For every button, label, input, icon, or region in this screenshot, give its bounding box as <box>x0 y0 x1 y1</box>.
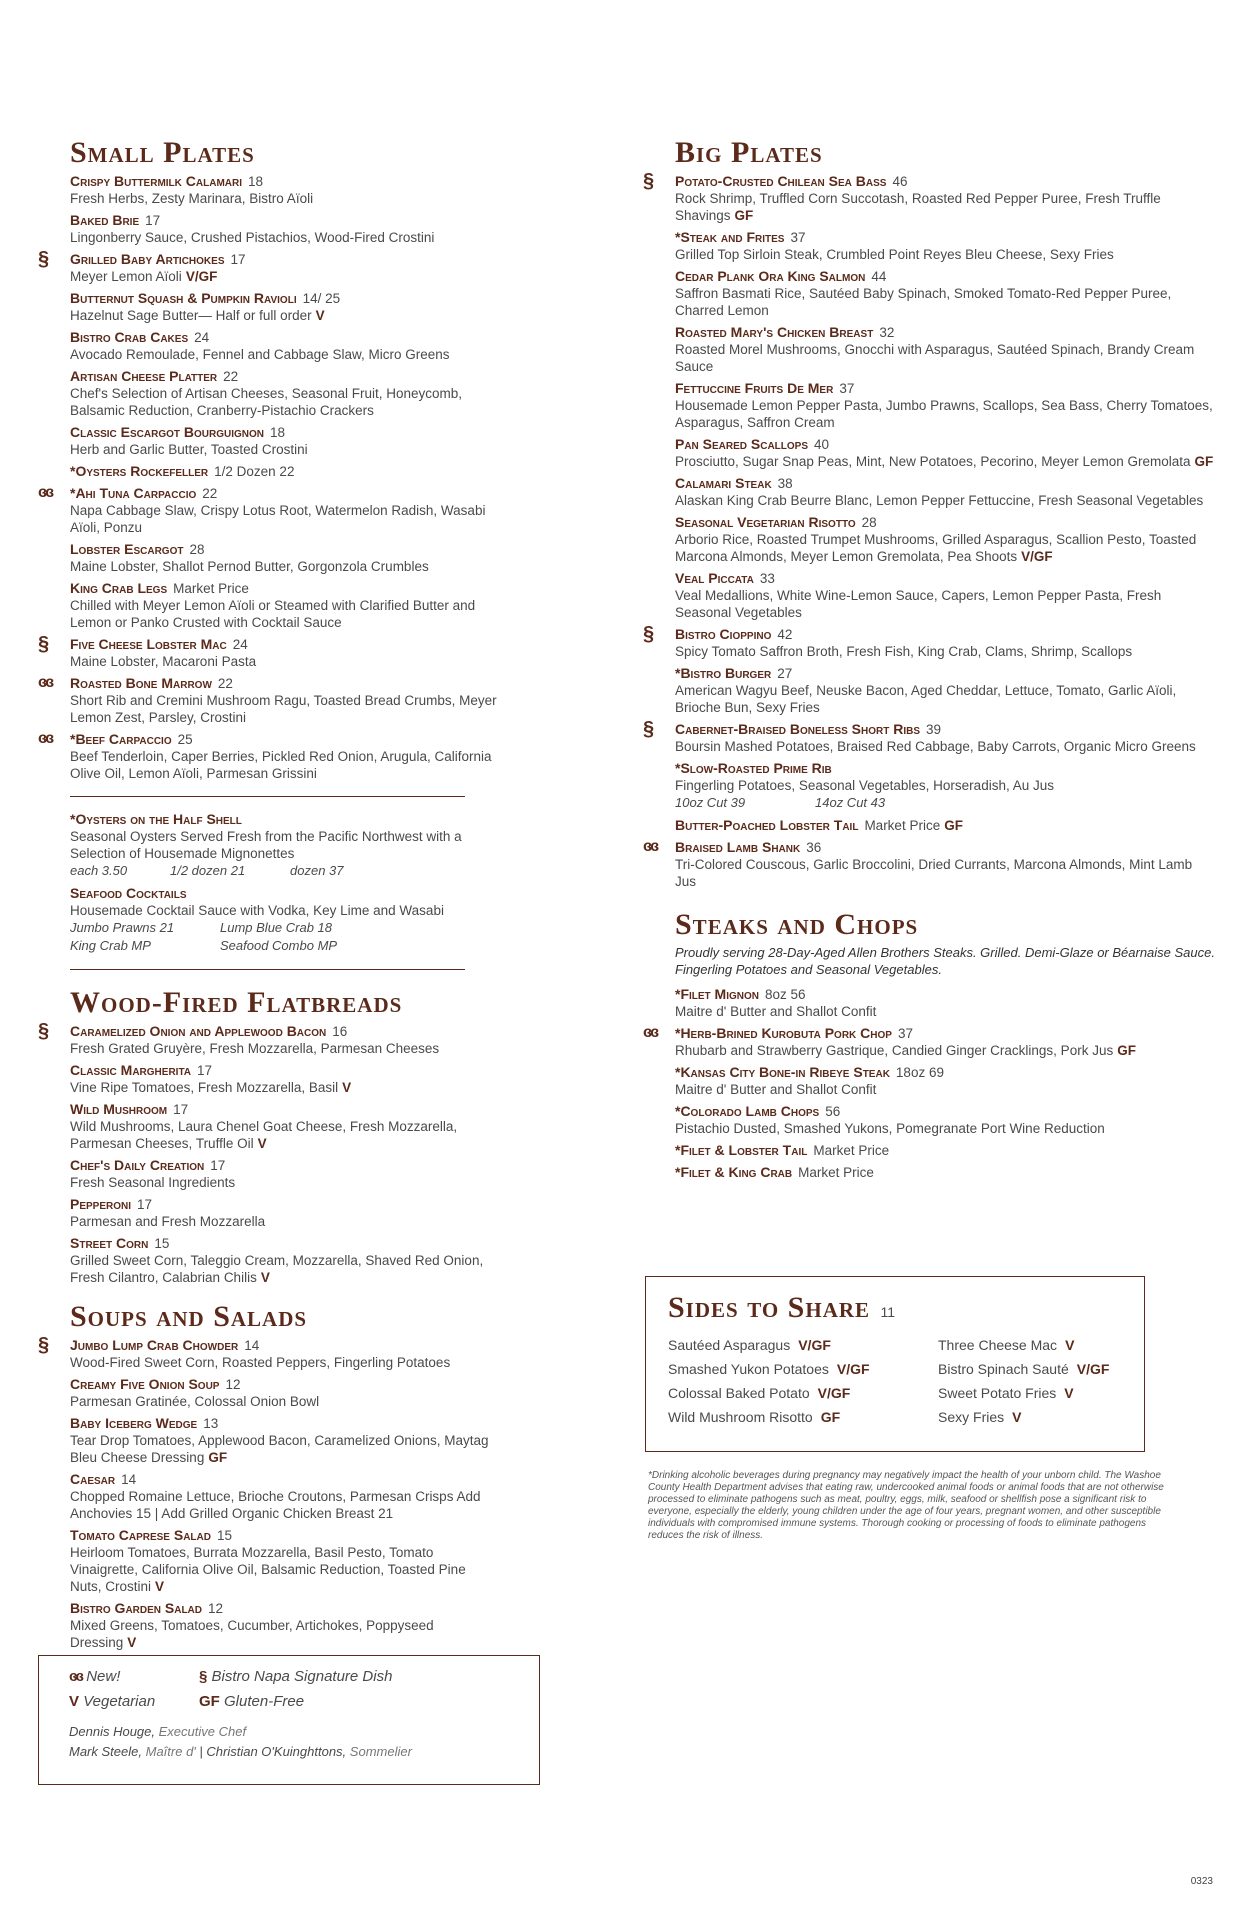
menu-item <box>675 380 1215 431</box>
item-desc: Chopped Romaine Lettuce, Brioche Croutons, Parmesan Crisps Add Anchovies 15 | Add Grilled Organic Chicken Breast 21 <box>70 1489 481 1521</box>
item-name: Wild Mushroom <box>70 1101 168 1117</box>
item-name: *Slow-Roasted Prime Rib <box>675 760 832 776</box>
diet-tag: V/GF <box>1021 549 1053 564</box>
item-name: Cedar Plank Ora King Salmon <box>675 268 866 284</box>
item-desc: Parmesan Gratinée, Colossal Onion Bowl <box>70 1394 320 1409</box>
menu-item <box>675 760 1215 812</box>
menu-item <box>675 570 1215 621</box>
big-plates-title: Big Plates <box>675 136 823 169</box>
diet-tag: GF <box>944 818 963 833</box>
item-desc: Napa Cabbage Slaw, Crispy Lotus Root, Watermelon Radish, Wasabi Aïoli, Ponzu <box>70 503 486 535</box>
item-price: 17 <box>230 252 246 267</box>
oysters-dozen: dozen 37 <box>290 863 344 878</box>
item-name: Braised Lamb Shank <box>675 839 801 855</box>
menu-item <box>675 1103 1215 1137</box>
sides-box <box>645 1276 1145 1452</box>
menu-item <box>675 817 1215 834</box>
menu-item <box>70 1376 500 1410</box>
item-price: 13 <box>203 1416 219 1431</box>
signature-icon: § <box>38 633 50 655</box>
item-price: 17 <box>197 1063 213 1078</box>
item-price: 22 <box>217 676 233 691</box>
menu-item <box>675 268 1215 319</box>
item-name: *Bistro Burger <box>675 665 772 681</box>
item-price: 14 <box>244 1338 260 1353</box>
item-desc: Parmesan and Fresh Mozzarella <box>70 1214 266 1229</box>
item-desc: Tri-Colored Couscous, Garlic Broccolini, Dried Currants, Marcona Almonds, Mint Lamb Jus <box>675 857 1193 889</box>
item-desc: Herb and Garlic Butter, Toasted Crostini <box>70 442 308 457</box>
item-name: Baby Iceberg Wedge <box>70 1415 198 1431</box>
flatbreads-list <box>38 1020 500 1286</box>
diet-tag: GF <box>734 208 754 223</box>
item-desc: Housemade Lemon Pepper Pasta, Jumbo Prawns, Scallops, Sea Bass, Cherry Tomatoes, Asparagus, Saffron Cream <box>675 398 1213 430</box>
item-desc: Fresh Grated Gruyère, Fresh Mozzarella, Parmesan Cheeses <box>70 1041 440 1056</box>
diet-tag: V <box>260 1270 270 1285</box>
menu-item <box>643 1024 1215 1059</box>
signature-icon: § <box>199 1668 208 1685</box>
item-name: *Filet Mignon <box>675 986 759 1002</box>
oysters-half-shell <box>70 811 500 880</box>
item-name: *Oysters on the Half Shell <box>70 811 242 827</box>
side-name: Sautéed Asparagus <box>668 1337 791 1353</box>
legend-new: New! <box>86 1668 121 1685</box>
item-desc: Rock Shrimp, Truffled Corn Succotash, Roasted Red Pepper Puree, Fresh Truffle Shavings <box>675 191 1161 223</box>
menu-item <box>38 633 500 670</box>
item-price: 12 <box>225 1377 241 1392</box>
menu-item <box>675 475 1215 509</box>
prime-10oz: 10oz Cut 39 <box>675 795 746 810</box>
lump-blue-crab: Lump Blue Crab 18 <box>220 920 333 935</box>
item-price: 1/2 Dozen 22 <box>214 464 295 479</box>
item-price: 39 <box>926 722 942 737</box>
diet-tag: GF <box>208 1450 228 1465</box>
item-price: Market Price <box>864 818 941 833</box>
menu-item <box>675 436 1215 470</box>
item-price: 12 <box>208 1601 224 1616</box>
menu-item <box>70 173 500 207</box>
menu-item <box>675 229 1215 263</box>
diet-tag: V <box>1064 1385 1074 1401</box>
item-desc: Prosciutto, Sugar Snap Peas, Mint, New Potatoes, Pecorino, Meyer Lemon Gremolata <box>675 454 1191 469</box>
item-price: 17 <box>173 1102 189 1117</box>
item-price: 24 <box>194 330 210 345</box>
menu-item <box>70 1600 500 1651</box>
item-name: Butternut Squash & Pumpkin Ravioli <box>70 290 297 306</box>
oysters-each: each 3.50 <box>70 863 128 878</box>
prime-14oz: 14oz Cut 43 <box>815 795 886 810</box>
item-name: Calamari Steak <box>675 475 772 491</box>
item-desc: Wood-Fired Sweet Corn, Roasted Peppers, Fingerling Potatoes <box>70 1355 451 1370</box>
menu-item <box>675 986 1215 1020</box>
diet-tag: GF <box>820 1409 841 1425</box>
right-column <box>643 136 1215 1181</box>
item-name: Five Cheese Lobster Mac <box>70 636 227 652</box>
item-desc: Chef's Selection of Artisan Cheeses, Seasonal Fruit, Honeycomb, Balsamic Reduction, Cranberry-Pistachio Crackers <box>70 386 463 418</box>
item-desc: Fingerling Potatoes, Seasonal Vegetables, Horseradish, Au Jus <box>675 778 1054 793</box>
item-name: Seasonal Vegetarian Risotto <box>675 514 856 530</box>
menu-item <box>38 1334 500 1371</box>
legend-signature: Bistro Napa Signature Dish <box>211 1668 393 1685</box>
menu-item <box>38 674 500 726</box>
item-price: 28 <box>861 515 877 530</box>
item-price: 22 <box>202 486 218 501</box>
item-name: Veal Piccata <box>675 570 754 586</box>
seafood-combo: Seafood Combo MP <box>220 938 338 953</box>
diet-tag: V <box>127 1635 137 1650</box>
king-crab: King Crab MP <box>70 938 151 953</box>
menu-item <box>70 1471 500 1522</box>
diet-tag: V/GF <box>836 1361 870 1377</box>
footer-code: 0323 <box>1190 1876 1213 1887</box>
menu-item <box>675 324 1215 375</box>
item-price: 18 <box>270 425 286 440</box>
menu-item <box>70 541 500 575</box>
side-item <box>668 1361 938 1377</box>
side-item <box>938 1361 1138 1377</box>
item-name: *Ahi Tuna Carpaccio <box>70 485 197 501</box>
menu-item <box>643 170 1215 224</box>
oysters-half-dozen: 1/2 dozen 21 <box>170 863 246 878</box>
steaks-title: Steaks and Chops <box>675 908 919 941</box>
soups-list <box>38 1334 500 1651</box>
item-name: Creamy Five Onion Soup <box>70 1376 220 1392</box>
item-price: 17 <box>210 1158 226 1173</box>
item-desc: Maitre d' Butter and Shallot Confit <box>675 1004 877 1019</box>
item-desc: Boursin Mashed Potatoes, Braised Red Cabbage, Baby Carrots, Organic Micro Greens <box>675 739 1196 754</box>
item-price: 8oz 56 <box>765 987 806 1002</box>
item-price: 37 <box>790 230 806 245</box>
item-desc: Tear Drop Tomatoes, Applewood Bacon, Caramelized Onions, Maytag Bleu Cheese Dressing <box>70 1433 489 1465</box>
item-desc: Short Rib and Cremini Mushroom Ragu, Toasted Bread Crumbs, Meyer Lemon Zest, Parsley, Crostini <box>70 693 497 725</box>
menu-item <box>38 1020 500 1057</box>
item-desc: American Wagyu Beef, Neuske Bacon, Aged Cheddar, Lettuce, Tomato, Garlic Aïoli, Brioche Bun, Sexy Fries <box>675 683 1177 715</box>
side-item <box>938 1337 1138 1353</box>
menu-item <box>643 838 1215 890</box>
side-name: Sweet Potato Fries <box>938 1385 1057 1401</box>
diet-tag: V/GF <box>817 1385 851 1401</box>
item-name: Classic Margherita <box>70 1062 192 1078</box>
item-name: *Oysters Rockefeller <box>70 463 209 479</box>
signature-icon: § <box>643 170 655 192</box>
legend-v-label: V <box>69 1693 80 1710</box>
item-desc: Hazelnut Sage Butter— Half or full order <box>70 308 312 323</box>
item-name: Bistro Cioppino <box>675 626 772 642</box>
item-name: Lobster Escargot <box>70 541 184 557</box>
item-price: 24 <box>232 637 248 652</box>
item-price: 17 <box>145 213 161 228</box>
item-price: 28 <box>189 542 205 557</box>
flatbreads-title: Wood-Fired Flatbreads <box>70 986 403 1019</box>
menu-item <box>70 329 500 363</box>
diet-tag: V <box>342 1080 352 1095</box>
item-name: Caesar <box>70 1471 116 1487</box>
legend-gf-text: Gluten-Free <box>224 1693 305 1710</box>
side-item <box>938 1409 1138 1425</box>
item-price: 37 <box>897 1026 913 1041</box>
item-name: *Beef Carpaccio <box>70 731 172 747</box>
item-desc: Maine Lobster, Macaroni Pasta <box>70 654 257 669</box>
item-desc: Veal Medallions, White Wine-Lemon Sauce, Capers, Lemon Pepper Pasta, Fresh Seasonal Vegetables <box>675 588 1162 620</box>
maitre-title: Maître d' <box>145 1744 196 1759</box>
item-name: Seafood Cocktails <box>70 885 187 901</box>
menu-item <box>675 1164 1215 1181</box>
menu-item <box>70 1527 500 1595</box>
somm-title: Sommelier <box>349 1744 412 1759</box>
item-name: Pepperoni <box>70 1196 132 1212</box>
item-name: Baked Brie <box>70 212 140 228</box>
item-desc: Grilled Top Sirloin Steak, Crumbled Point Reyes Bleu Cheese, Sexy Fries <box>675 247 1114 262</box>
item-name: King Crab Legs <box>70 580 168 596</box>
menu-item <box>675 1064 1215 1098</box>
menu-item <box>70 1235 500 1286</box>
menu-item <box>70 1062 500 1096</box>
menu-item <box>675 1142 1215 1159</box>
item-name: *Filet & King Crab <box>675 1164 793 1180</box>
diet-tag: GF <box>1194 454 1214 469</box>
item-desc: Roasted Morel Mushrooms, Gnocchi with Asparagus, Sautéed Spinach, Brandy Cream Sauce <box>675 342 1195 374</box>
signature-icon: § <box>643 718 655 740</box>
side-name: Bistro Spinach Sauté <box>938 1361 1069 1377</box>
item-desc: Housemade Cocktail Sauce with Vodka, Key Lime and Wasabi <box>70 903 444 918</box>
item-name: Artisan Cheese Platter <box>70 368 218 384</box>
item-name: Classic Escargot Bourguignon <box>70 424 265 440</box>
signature-icon: § <box>38 248 50 270</box>
item-desc: Spicy Tomato Saffron Broth, Fresh Fish, King Crab, Clams, Shrimp, Scallops <box>675 644 1133 659</box>
disclaimer: *Drinking alcoholic beverages during pregnancy may negatively impact the health of your unborn child. The Washoe County Health Department advises that eating raw, undercooked animal foods or animal foods that are not otherwise processed to eliminate pathogens such as meat, poultry, eggs, milk, seafood or shellfish pose a significant risk to everyone, especially the elderly, young children under the age of four years, pregnant women, and other susceptible individuals with compromised immune systems. Thorough cooking or processing of foods to eliminate pathogens reduces the risk of illness. <box>648 1470 1164 1541</box>
item-price: 44 <box>871 269 887 284</box>
item-name: Caramelized Onion and Applewood Bacon <box>70 1023 327 1039</box>
legend-gf-label: GF <box>199 1693 220 1710</box>
menu-item <box>70 1101 500 1152</box>
item-name: *Herb-Brined Kurobuta Pork Chop <box>675 1025 892 1041</box>
item-name: *Steak and Frites <box>675 229 785 245</box>
menu-item <box>70 1157 500 1191</box>
item-desc: Alaskan King Crab Beurre Blanc, Lemon Pepper Fettuccine, Fresh Seasonal Vegetables <box>675 493 1204 508</box>
diet-tag: V <box>315 308 325 323</box>
item-name: Jumbo Lump Crab Chowder <box>70 1337 239 1353</box>
item-desc: Pistachio Dusted, Smashed Yukons, Pomegranate Port Wine Reduction <box>675 1121 1105 1136</box>
side-name: Three Cheese Mac <box>938 1337 1058 1353</box>
new-icon: ɞɞ <box>38 674 53 691</box>
new-icon: ɞɞ <box>38 730 53 747</box>
item-desc: Chilled with Meyer Lemon Aïoli or Steamed with Clarified Butter and Lemon or Panko Crusted with Cocktail Sauce <box>70 598 476 630</box>
menu-item <box>38 484 500 536</box>
maitre-name: Mark Steele, <box>69 1744 142 1759</box>
side-item <box>938 1385 1138 1401</box>
sides-grid <box>668 1337 1122 1425</box>
item-price: 42 <box>777 627 793 642</box>
menu-item <box>70 1415 500 1466</box>
menu-item <box>70 463 500 480</box>
new-icon: ɞɞ <box>643 1024 658 1041</box>
side-name: Colossal Baked Potato <box>668 1385 810 1401</box>
sides-title: Sides to Share <box>668 1291 871 1324</box>
divider <box>70 796 465 797</box>
item-desc: Beef Tenderloin, Caper Berries, Pickled Red Onion, Arugula, California Olive Oil, Lemon Aïoli, Parmesan Grissini <box>70 749 492 781</box>
item-price: 56 <box>825 1104 841 1119</box>
new-icon: ɞɞ <box>643 838 658 855</box>
item-name: *Filet & Lobster Tail <box>675 1142 808 1158</box>
item-desc: Fresh Herbs, Zesty Marinara, Bistro Aïoli <box>70 191 314 206</box>
small-plates-list <box>38 173 500 782</box>
item-desc: Lingonberry Sauce, Crushed Pistachios, Wood-Fired Crostini <box>70 230 435 245</box>
prime-rib-cuts <box>675 794 1215 812</box>
item-price: 14/ 25 <box>302 291 341 306</box>
item-price: 18 <box>248 174 264 189</box>
item-price: 15 <box>154 1236 170 1251</box>
menu-item <box>70 212 500 246</box>
small-plates-title: Small Plates <box>70 136 255 169</box>
seafood-cocktails <box>70 885 500 955</box>
menu-item <box>643 718 1215 755</box>
chef-name: Dennis Houge, <box>69 1724 155 1739</box>
item-desc: Fresh Seasonal Ingredients <box>70 1175 236 1190</box>
sides-price: 11 <box>880 1304 896 1320</box>
side-name: Wild Mushroom Risotto <box>668 1409 813 1425</box>
diet-tag: V/GF <box>798 1337 831 1353</box>
item-name: *Colorado Lamb Chops <box>675 1103 820 1119</box>
new-icon: ɞɞ <box>38 484 53 501</box>
item-desc: Saffron Basmati Rice, Sautéed Baby Spinach, Smoked Tomato-Red Pepper Puree, Charred Lemon <box>675 286 1172 318</box>
item-desc: Avocado Remoulade, Fennel and Cabbage Slaw, Micro Greens <box>70 347 450 362</box>
item-name: Crispy Buttermilk Calamari <box>70 173 242 189</box>
item-name: Roasted Bone Marrow <box>70 675 212 691</box>
item-name: Chef's Daily Creation <box>70 1157 205 1173</box>
item-desc: Seasonal Oysters Served Fresh from the Pacific Northwest with a Selection of Housemade Mignonettes <box>70 829 462 861</box>
item-price: 15 <box>216 1528 233 1543</box>
item-price: Market Price <box>813 1143 890 1158</box>
item-price: 37 <box>839 381 855 396</box>
side-item <box>668 1409 938 1425</box>
item-name: Bistro Garden Salad <box>70 1600 203 1616</box>
item-price: 46 <box>892 174 908 189</box>
divider <box>70 969 465 970</box>
item-price: 38 <box>777 476 793 491</box>
menu-item <box>38 248 500 285</box>
signature-icon: § <box>38 1020 50 1042</box>
side-name: Smashed Yukon Potatoes <box>668 1361 829 1377</box>
item-desc: Rhubarb and Strawberry Gastrique, Candied Ginger Cracklings, Pork Jus <box>675 1043 1114 1058</box>
item-price: 25 <box>177 732 193 747</box>
item-name: Potato-Crusted Chilean Sea Bass <box>675 173 887 189</box>
somm-name: Christian O'Kuinghttons, <box>206 1744 347 1759</box>
item-name: Tomato Caprese Salad <box>70 1527 211 1543</box>
chef-title: Executive Chef <box>158 1724 247 1739</box>
side-name: Sexy Fries <box>938 1409 1005 1425</box>
diet-tag: V <box>1012 1409 1022 1425</box>
diet-tag: V <box>1065 1337 1075 1353</box>
menu-item <box>643 623 1215 660</box>
left-column <box>38 136 500 1651</box>
signature-icon: § <box>38 1334 50 1356</box>
item-desc: Grilled Sweet Corn, Taleggio Cream, Mozzarella, Shaved Red Onion, Fresh Cilantro, Calabrian Chilis <box>70 1253 484 1285</box>
menu-item <box>70 368 500 419</box>
soups-title: Soups and Salads <box>70 1300 308 1333</box>
item-desc: Vine Ripe Tomatoes, Fresh Mozzarella, Basil <box>70 1080 339 1095</box>
steaks-list <box>643 986 1215 1181</box>
item-price: 32 <box>879 325 895 340</box>
diet-tag: V/GF <box>185 269 218 284</box>
steaks-intro: Proudly serving 28-Day-Aged Allen Brothers Steaks. Grilled. Demi-Glaze or Béarnaise Sauce. Fingerling Potatoes and Seasonal Vegetables. <box>675 945 1215 977</box>
item-price: 14 <box>121 1472 137 1487</box>
item-name: Roasted Mary's Chicken Breast <box>675 324 874 340</box>
legend-box: ɞɞ New! § Bistro Napa Signature Dish V Vegetarian GF Gluten-Free Dennis Houge, Executive Chef Mark Steele, Maître d' | Christian O'Kuinghttons, Sommelier <box>38 1655 540 1785</box>
item-desc: Heirloom Tomatoes, Burrata Mozzarella, Basil Pesto, Tomato Vinaigrette, California Olive Oil, Balsamic Reduction, Toasted Pine Nuts, Crostini <box>70 1545 466 1594</box>
item-name: Butter-Poached Lobster Tail <box>675 817 859 833</box>
diet-tag: V <box>257 1136 267 1151</box>
item-price: 17 <box>137 1197 153 1212</box>
new-icon: ɞɞ <box>69 1668 83 1685</box>
item-price: 22 <box>223 369 239 384</box>
side-item <box>668 1337 938 1353</box>
big-plates-list <box>643 170 1215 890</box>
legend-v-text: Vegetarian <box>83 1693 156 1710</box>
item-price: 27 <box>777 666 793 681</box>
menu-item <box>38 730 500 782</box>
item-desc: Wild Mushrooms, Laura Chenel Goat Cheese, Fresh Mozzarella, Parmesan Cheeses, Truffle Oil <box>70 1119 458 1151</box>
menu-item <box>70 580 500 631</box>
item-desc: Mixed Greens, Tomatoes, Cucumber, Artichokes, Poppyseed Dressing <box>70 1618 434 1650</box>
item-desc: Arborio Rice, Roasted Trumpet Mushrooms, Grilled Asparagus, Scallion Pesto, Toasted Marcona Almonds, Meyer Lemon Gremolata, Pea Shoots <box>675 532 1197 564</box>
menu-item <box>675 665 1215 716</box>
item-name: Street Corn <box>70 1235 149 1251</box>
menu-item <box>70 1196 500 1230</box>
item-desc: Maitre d' Butter and Shallot Confit <box>675 1082 877 1097</box>
item-price: 33 <box>759 571 775 586</box>
item-name: Bistro Crab Cakes <box>70 329 189 345</box>
item-price: Market Price <box>798 1165 874 1180</box>
item-price: 36 <box>806 840 822 855</box>
menu-item <box>70 290 500 324</box>
item-price: Market Price <box>173 581 249 596</box>
diet-tag: V/GF <box>1076 1361 1110 1377</box>
item-name: Pan Seared Scallops <box>675 436 809 452</box>
item-name: Fettuccine Fruits De Mer <box>675 380 834 396</box>
side-item <box>668 1385 938 1401</box>
item-desc: Maine Lobster, Shallot Pernod Butter, Gorgonzola Crumbles <box>70 559 429 574</box>
signature-icon: § <box>643 623 655 645</box>
item-name: *Kansas City Bone-in Ribeye Steak <box>675 1064 890 1080</box>
diet-tag: GF <box>1117 1043 1136 1058</box>
item-price: 18oz 69 <box>895 1065 944 1080</box>
item-name: Grilled Baby Artichokes <box>70 251 225 267</box>
jumbo-prawns: Jumbo Prawns 21 <box>70 920 175 935</box>
item-price: 16 <box>332 1024 348 1039</box>
diet-tag: V <box>155 1579 165 1594</box>
menu-item <box>675 514 1215 565</box>
item-price: 40 <box>814 437 830 452</box>
menu-item <box>70 424 500 458</box>
item-name: Cabernet-Braised Boneless Short Ribs <box>675 721 921 737</box>
item-desc: Meyer Lemon Aïoli <box>70 269 182 284</box>
